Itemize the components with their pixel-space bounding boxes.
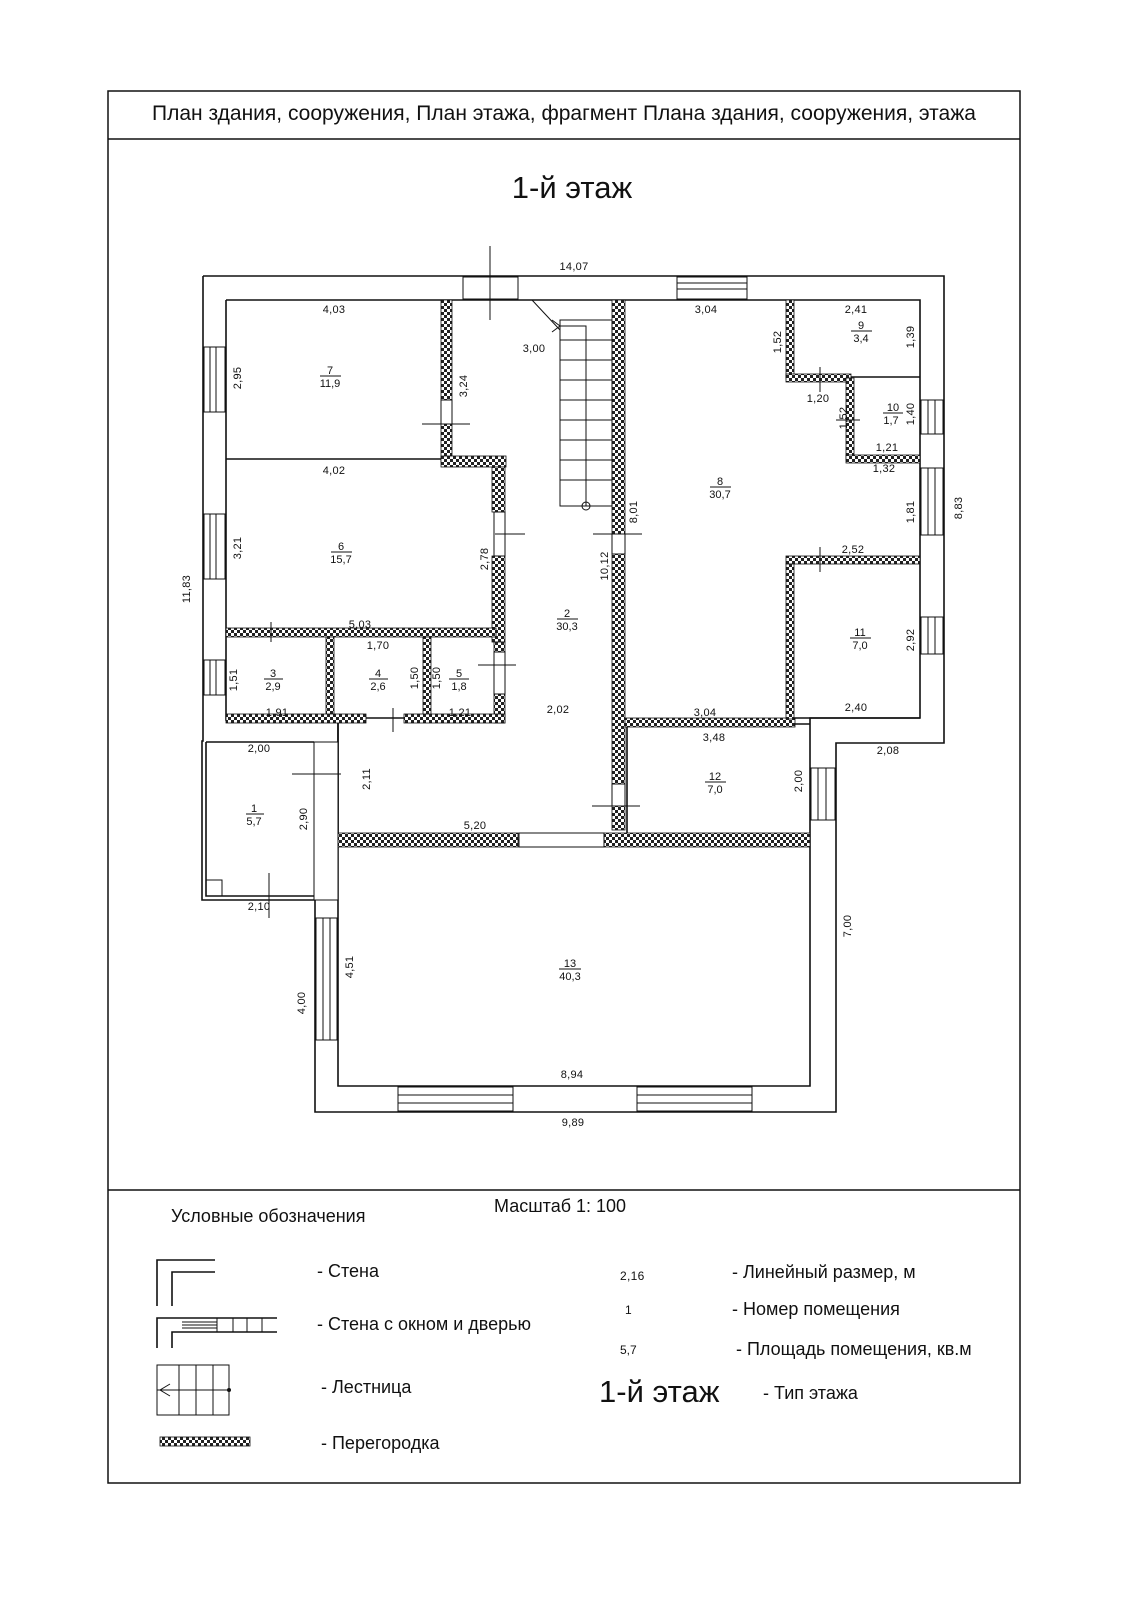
room-8 [709, 476, 731, 501]
dimension: 1,51 [228, 668, 240, 692]
wall-window-door-symbol [157, 1318, 277, 1348]
sample-floor-type: 1-й этаж [599, 1374, 720, 1409]
room-area: 7,0 [707, 784, 723, 796]
legend-title: Условные обозначения [171, 1206, 366, 1226]
dimension: 4,51 [344, 955, 356, 979]
legend-stairs-label: - Лестница [321, 1377, 412, 1397]
staircase [532, 300, 612, 510]
dimension: 3,00 [522, 343, 546, 355]
sample-room-area: 5,7 [620, 1343, 637, 1357]
exterior-walls [202, 276, 944, 1112]
room-4 [369, 668, 388, 693]
room-number: 9 [857, 320, 865, 332]
legend [157, 1196, 972, 1453]
room-number: 11 [854, 627, 866, 639]
room-area: 2,9 [265, 681, 281, 693]
room-number: 2 [563, 608, 571, 620]
room-area: 5,7 [246, 816, 262, 828]
room-number: 3 [269, 668, 277, 680]
dimension: 1,70 [366, 640, 390, 652]
room-number: 5 [455, 668, 463, 680]
room-area: 7,0 [852, 640, 868, 652]
dimension: 1,50 [431, 666, 443, 690]
dimension: 1,52 [838, 406, 850, 430]
floor-type-explanation: - Тип этажа [763, 1383, 858, 1403]
partition-symbol [160, 1437, 250, 1446]
room-area: 30,7 [709, 489, 731, 501]
dimension: 3,21 [232, 536, 244, 560]
room-number: 13 [563, 958, 577, 970]
dimension: 9,89 [561, 1117, 585, 1129]
dimension: 2,52 [841, 544, 865, 556]
room-number: 12 [708, 771, 722, 783]
dimension: 4,02 [322, 465, 346, 477]
header-title: План здания, сооружения, План этажа, фрагмент Плана здания, сооружения, этажа [152, 102, 976, 125]
dimension: 1,52 [772, 330, 784, 354]
sample-room-number: 1 [625, 1303, 632, 1317]
room-area-explanation: - Площадь помещения, кв.м [736, 1339, 972, 1359]
room-10 [883, 402, 903, 427]
dimension: 4,03 [322, 304, 346, 316]
dimension: 2,90 [298, 807, 310, 831]
dimension: 2,02 [546, 704, 570, 716]
room-number: 7 [326, 365, 334, 377]
room-7 [320, 365, 341, 390]
room-9 [851, 320, 872, 345]
wall-symbol [157, 1260, 215, 1306]
room-number: 1 [250, 803, 258, 815]
dimension: 1,50 [409, 666, 421, 690]
dimension: 2,78 [479, 547, 491, 571]
room-12 [705, 771, 726, 796]
room-number-explanation: - Номер помещения [732, 1299, 900, 1319]
room-area: 11,9 [319, 378, 341, 390]
room-number: 8 [716, 476, 724, 488]
dimension: 5,03 [348, 619, 372, 631]
room-11 [850, 627, 871, 652]
dimension: 2,95 [232, 366, 244, 390]
room-area: 30,3 [556, 621, 578, 633]
room-area: 3,4 [853, 333, 869, 345]
dimension: 11,83 [181, 574, 193, 604]
dimension: 5,20 [463, 820, 487, 832]
dimension: 1,39 [905, 325, 917, 349]
dimension: 3,04 [694, 304, 718, 316]
dimension: 10,12 [599, 551, 611, 581]
dimension: 2,41 [844, 304, 868, 316]
dimension: 3,04 [693, 707, 717, 719]
room-5 [449, 668, 469, 693]
dimension: 8,94 [560, 1069, 584, 1081]
dimension: 2,11 [361, 768, 373, 790]
room-number: 10 [886, 402, 900, 414]
dimension: 2,00 [247, 743, 271, 755]
dimension: 2,92 [905, 628, 917, 652]
dimension: 7,00 [842, 914, 854, 938]
room-labels [246, 320, 903, 983]
dimension: 1,20 [806, 393, 830, 405]
room-number: 4 [374, 668, 382, 680]
dimension: 4,00 [296, 991, 308, 1015]
dimension: 14,07 [559, 261, 589, 273]
room-area: 15,7 [330, 554, 352, 566]
room-area: 40,3 [559, 971, 581, 983]
room-area: 1,7 [883, 415, 899, 427]
room-13 [559, 958, 581, 983]
dimension: 1,32 [872, 463, 896, 475]
dimension: 3,48 [702, 732, 726, 744]
dimension: 3,24 [458, 374, 470, 398]
room-1 [246, 803, 264, 828]
legend-wall-window-door-label: - Стена с окном и дверью [317, 1314, 532, 1334]
room-6 [330, 541, 352, 566]
dimension: 1,91 [265, 707, 289, 719]
dimension: 1,40 [905, 402, 917, 426]
dimension: 1,81 [905, 500, 917, 524]
dimension-explanation: - Линейный размер, м [732, 1262, 916, 1282]
scale-label: Масштаб 1: 100 [494, 1196, 627, 1216]
dimension: 8,01 [628, 500, 640, 524]
dimension: 2,08 [876, 745, 900, 757]
legend-partition-label: - Перегородка [321, 1433, 440, 1453]
floor-title: 1-й этаж [511, 170, 633, 205]
dimension: 2,00 [793, 769, 805, 793]
room-area: 1,8 [451, 681, 467, 693]
dimension: 8,83 [953, 496, 965, 520]
room-2 [556, 608, 578, 633]
dimension: 1,21 [875, 442, 899, 454]
room-3 [264, 668, 283, 693]
sample-dimension: 2,16 [620, 1269, 645, 1283]
dimension: 2,10 [247, 901, 271, 913]
room-area: 2,6 [370, 681, 386, 693]
dimension: 2,40 [844, 702, 868, 714]
legend-wall-label: - Стена [317, 1261, 379, 1281]
dimension: 1,21 [448, 707, 472, 719]
room-number: 6 [337, 541, 345, 553]
stairs-symbol [157, 1365, 231, 1415]
